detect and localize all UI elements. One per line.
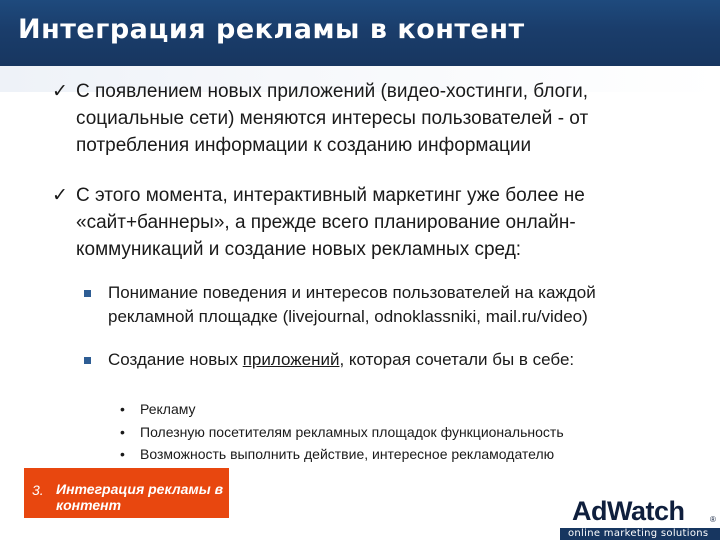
sub-point-text-start: Создание новых xyxy=(108,350,243,369)
check-icon: ✓ xyxy=(52,81,68,102)
dot-bullet-icon: • xyxy=(120,401,125,417)
adwatch-logo xyxy=(572,496,720,526)
tagline-bar xyxy=(560,528,720,540)
main-point-text: С появлением новых приложений (видео-хостинги, блоги, социальные сети) меняются интересы пользователей - от потребления информации к созданию информации xyxy=(76,81,589,156)
sub-point-text: Понимание поведения и интересов пользователей на каждой рекламной площадке (livejournal, odnoklassniki, mail.ru/video) xyxy=(108,283,596,326)
dot-bullet-icon: • xyxy=(120,446,125,462)
sub-point-text-end: , которая сочетали бы в себе: xyxy=(339,350,575,369)
detail-text: Полезную посетителям рекламных площадок функциональность xyxy=(140,424,564,440)
registered-mark: ® xyxy=(710,515,716,524)
logo-wordmark: AdWatch xyxy=(572,496,685,526)
logo-tagline: online marketing solutions xyxy=(568,528,709,539)
sub-point-text xyxy=(108,348,668,372)
detail-text: Рекламу xyxy=(140,401,196,417)
title-bar xyxy=(0,0,720,66)
section-badge xyxy=(24,468,229,518)
check-icon: ✓ xyxy=(52,185,68,206)
section-label: Интеграция рекламы в контент xyxy=(56,481,224,513)
section-number: 3. xyxy=(32,482,44,498)
slide-title: Интеграция рекламы в контент xyxy=(18,14,525,45)
detail-text: Возможность выполнить действие, интересное рекламодателю xyxy=(140,446,555,462)
underlined-term: приложений xyxy=(242,350,340,369)
main-point-text: С этого момента, интерактивный маркетинг уже более не «сайт+баннеры», а прежде всего планирование онлайн-коммуникаций и создание новых рекламных сред: xyxy=(76,185,585,260)
square-bullet-icon xyxy=(84,290,91,297)
dot-bullet-icon: • xyxy=(120,424,125,440)
square-bullet-icon xyxy=(84,357,91,364)
